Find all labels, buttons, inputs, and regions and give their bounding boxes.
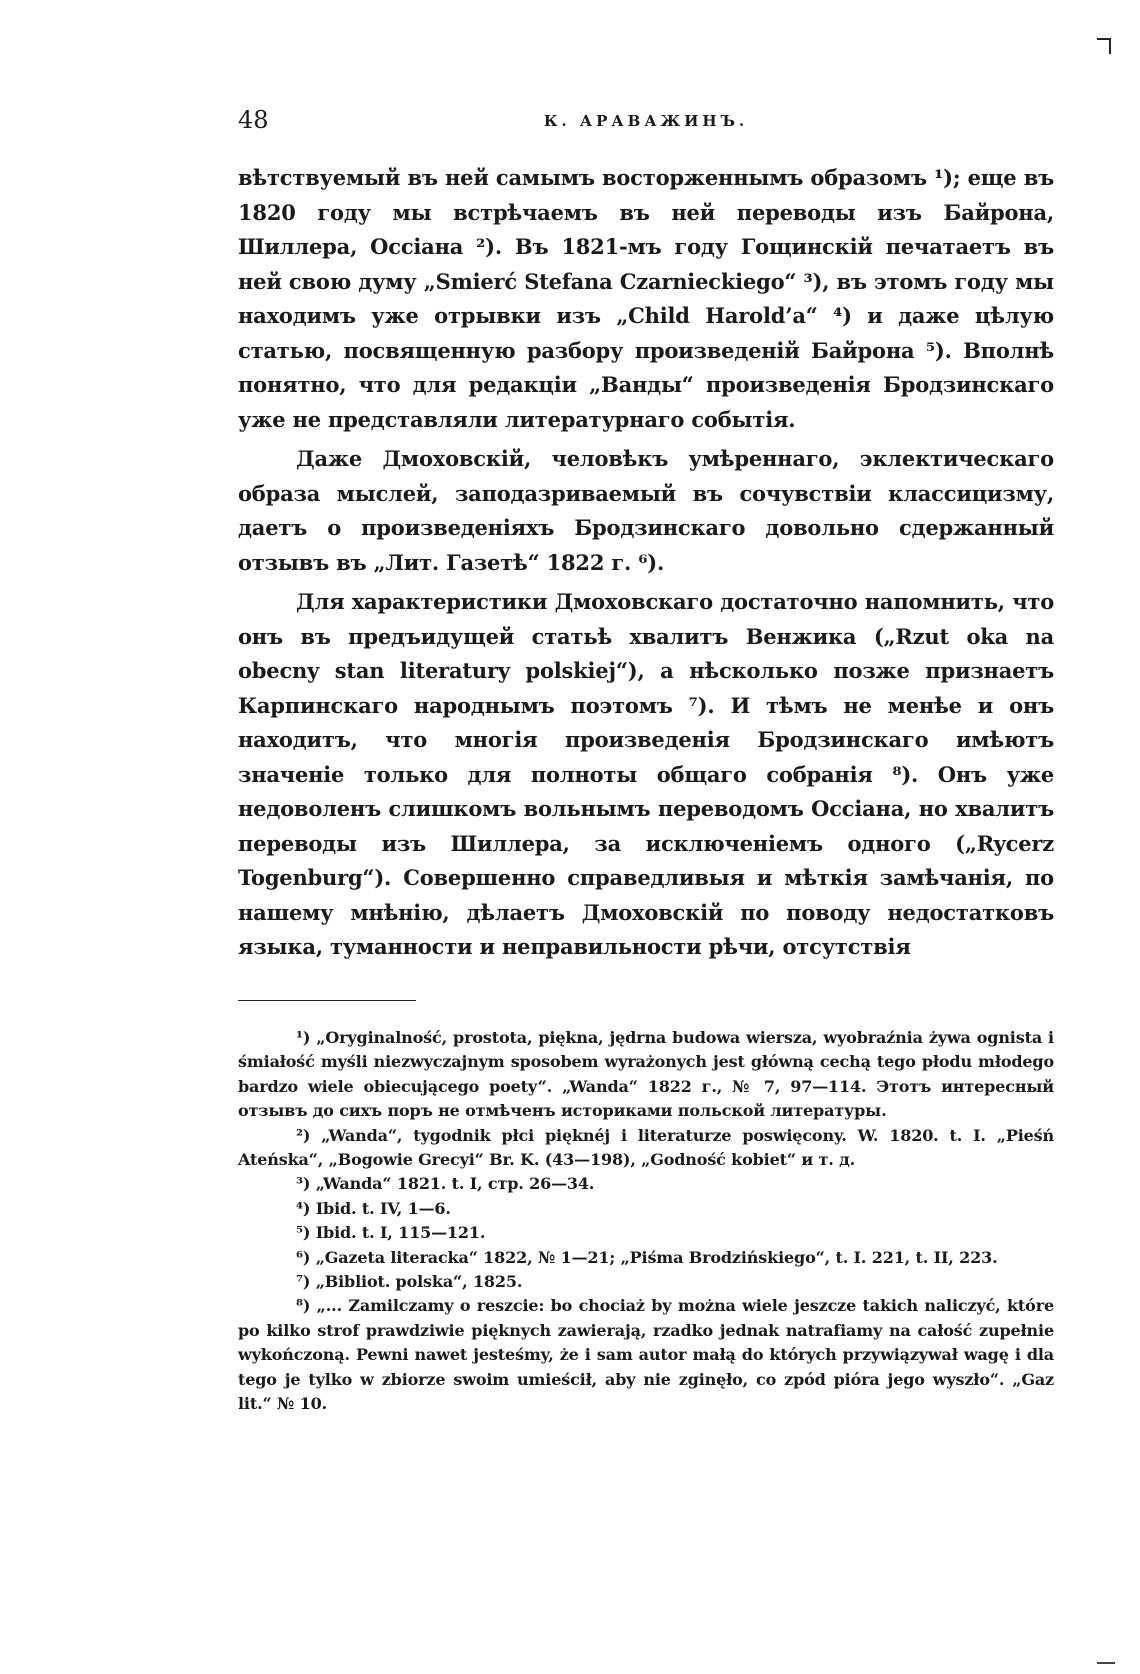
footnote-8: ⁸) „... Zamilczamy o reszcie: bo chociaż by można wiele jeszcze takich naliczyć, które po kilko strof prawdziwie pięknych zawierają, rzadko jednak natrafiamy na całość zupełnie wykończoną. Pewni nawet jesteśmy, że i sam autor małą do których przywiązywał wagę i dla tego je tylko w zbiorze swoim umieścił, aby nie zginęło, co zpód pióra jego wyszło“. „Gaz lit.“ № 10. <box>238 1296 1054 1414</box>
paragraph-1: вѣтствуемый въ ней самымъ восторженнымъ образомъ ¹); еще въ 1820 году мы встрѣчаемъ въ ней переводы изъ Байрона, Шиллера, Оссіана ²). Въ 1821-мъ году Гощинскій печатаетъ въ ней свою думу „Smierć Stefana Czarnieckiego“ ³), въ этомъ году мы находимъ уже отрывки изъ „Child Harold’a“ ⁴) и даже цѣлую статью, посвященную разбору произведеній Байрона ⁵). Вполнѣ понятно, что для редакціи „Ванды“ произведенія Бродзинскаго уже не представляли литературнаго событія. <box>238 165 1054 432</box>
footnote-3: ³) „Wanda“ 1821. t. I, стр. 26—34. <box>296 1174 595 1194</box>
footnote-4: ⁴) Ibid. t. IV, 1—6. <box>296 1198 451 1218</box>
scan-bottom-mark <box>1097 1662 1115 1664</box>
page-number: 48 <box>238 106 269 134</box>
scan-corner-mark <box>1097 38 1111 54</box>
footnote-2: ²) „Wanda“, tygodnik płci pięknéj i literaturze poswięcony. W. 1820. t. I. „Pieśń Ateńska“, „Bogowie Grecyi“ Br. K. (43—198), „Godność kobiet“ и т. д. <box>238 1125 1054 1170</box>
running-head: К. АРАВАЖИНЪ. <box>543 112 749 130</box>
footnote-1: ¹) „Oryginalność, prostota, piękna, jędrna budowa wiersza, wyobraźnia żywa ognista i śmiałość myśli niezwyczajnym sposobem wyrażonych jest główną cechą tego płodu młodego bardzo wiele obiecującego poety“. „Wanda“ 1822 г., № 7, 97—114. Этотъ интересный отзывъ до сихъ поръ не отмѣченъ историками польской литературы. <box>238 1028 1054 1121</box>
page-header <box>238 106 1054 138</box>
paragraph-3: Для характеристики Дмоховскаго достаточно напомнить, что онъ въ предъидущей статьѣ хвалитъ Венжика („Rzut oka na obecny stan literatury polskiej“), а нѣсколько позже признаетъ Карпинскаго народнымъ поэтомъ ⁷). И тѣмъ не менѣе и онъ находитъ, что многія произведенія Бродзинскаго имѣютъ значеніе только для полноты общаго собранія ⁸). Онъ уже недоволенъ слишкомъ вольнымъ переводомъ Оссіана, но хвалитъ переводы изъ Шиллера, за исключеніемъ одного („Rycerz Togenburg“). Совершенно справедливыя и мѣткія замѣчанія, по нашему мнѣнію, дѣлаетъ Дмоховскій по поводу недостатковъ языка, туманности и неправильности рѣчи, отсутствія <box>238 589 1054 959</box>
footnote-divider <box>238 1000 416 1001</box>
body-text <box>238 161 1054 965</box>
footnotes <box>238 1026 1054 1417</box>
footnote-7: ⁷) „Bibliot. polska“, 1825. <box>296 1272 523 1292</box>
footnote-6: ⁶) „Gazeta literacka“ 1822, № 1—21; „Piśma Brodzińskiego“, t. I. 221, t. II, 223. <box>296 1247 998 1267</box>
footnote-5: ⁵) Ibid. t. I, 115—121. <box>296 1223 486 1243</box>
paragraph-2: Даже Дмоховскій, человѣкъ умѣреннаго, эклектическаго образа мыслей, заподазриваемый въ сочувствіи классицизму, даетъ о произведеніяхъ Бродзинскаго довольно сдержанный отзывъ въ „Лит. Газетѣ“ 1822 г. ⁶). <box>238 446 1054 575</box>
